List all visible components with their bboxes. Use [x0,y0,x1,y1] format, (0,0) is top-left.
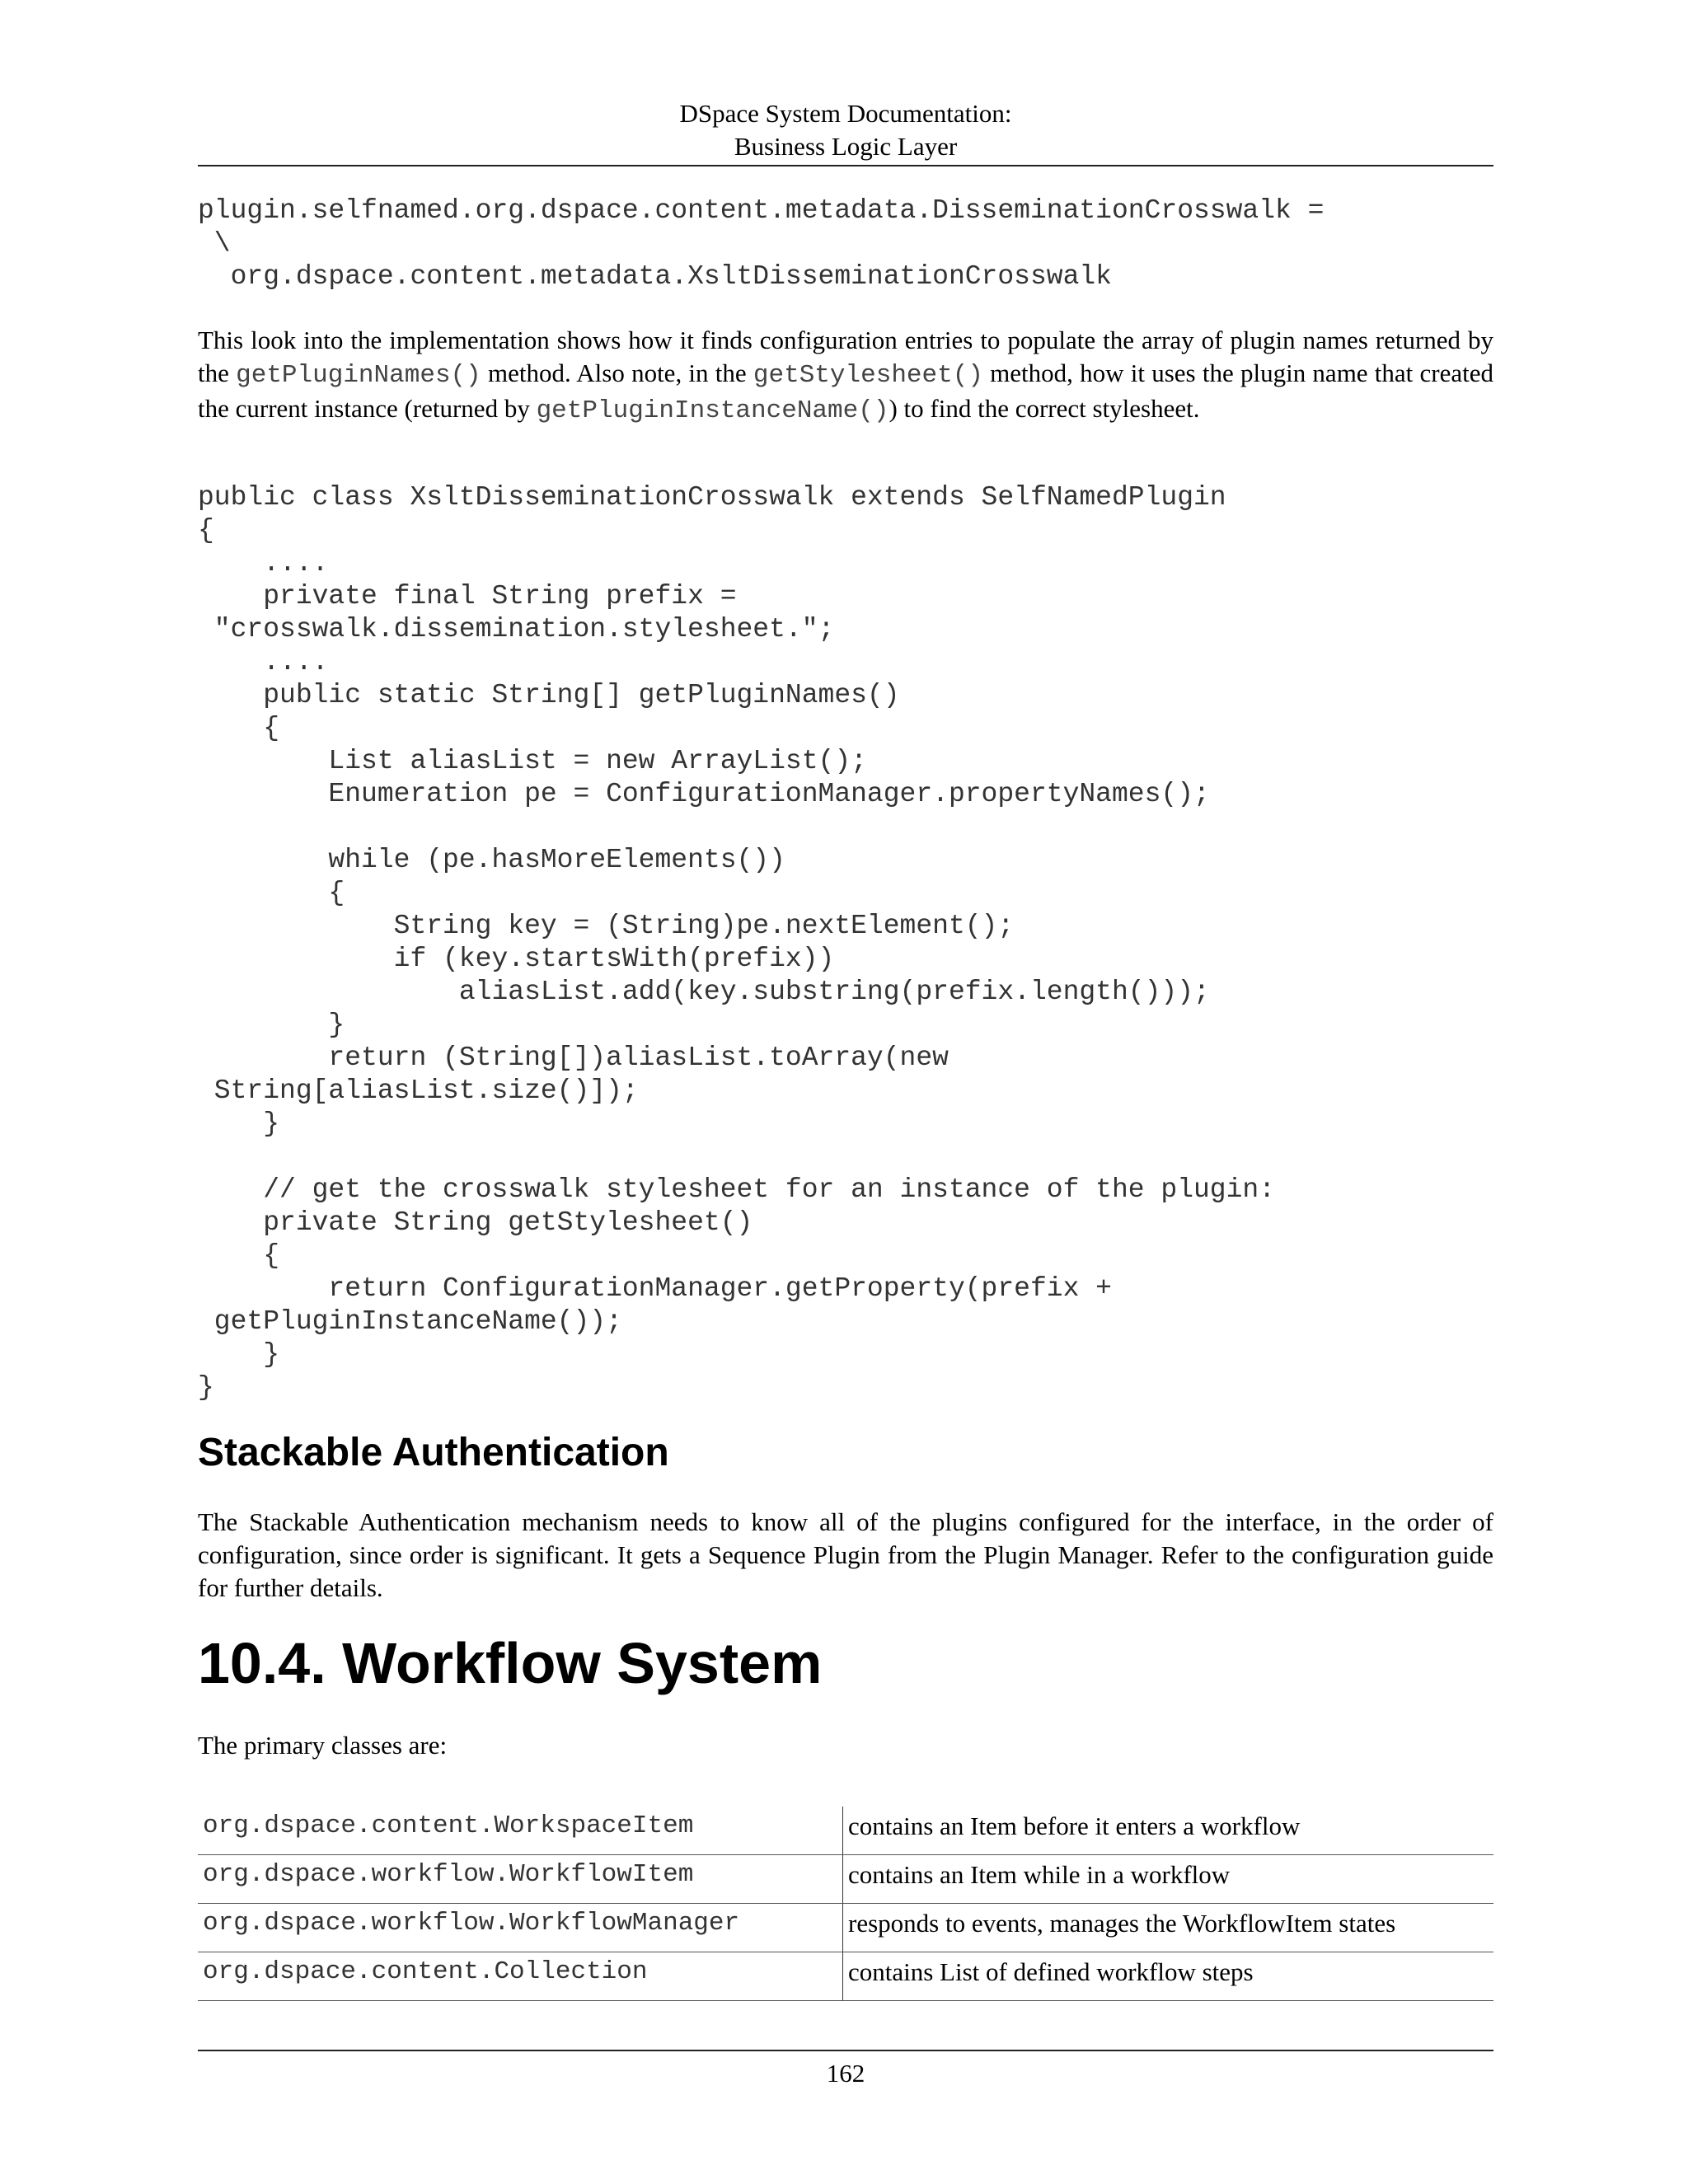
table-row [198,1952,1493,2001]
paragraph-text-4: ) to find the correct stylesheet. [889,394,1200,423]
table-cell-description: responds to events, manages the WorkflowItem states [843,1904,1494,1952]
paragraph-text-1: This look into the implementation shows how it finds configuration entries to populate the array of plugin names returned by the [198,326,1493,387]
header-rule [198,165,1493,166]
footer-rule [198,2050,1493,2051]
table-cell-class: org.dspace.content.WorkspaceItem [198,1807,843,1855]
table-cell-description: contains List of defined workflow steps [843,1952,1494,2001]
section-heading-workflow-system: 10.4. Workflow System [198,1631,823,1695]
stackable-authentication-paragraph: The Stackable Authentication mechanism needs to know all of the plugins configured for the interface, in the order of configuration, since order is significant. It gets a Sequence Plugin from the Plugin Manager. Refer to the configuration guide for further details. [198,1507,1493,1602]
table-cell-description: contains an Item before it enters a workflow [843,1807,1494,1855]
page-number: 162 [826,2059,865,2088]
paragraph-text-2: method. Also note, in the [481,359,753,387]
java-code-block: public class XsltDisseminationCrosswalk extends SelfNamedPlugin { .... private final String prefix = "crosswalk.dissemination.stylesheet."; .... public static String[] getPluginNames() { List aliasList = new ArrayList(); Enumeration pe = ConfigurationManager.propertyNames(); while (pe.hasMoreElements()) { String key = (String)pe.nextElement(); if (key.startsWith(prefix)) aliasList.add(key.substring(prefix.length())); } return (String[])aliasList.toArray(new String[aliasList.size()]); } // get the crosswalk stylesheet for an instance of the plugin: private String getStylesheet() { return ConfigurationManager.getProperty(prefix + getPluginInstanceName()); } } [198,482,1276,1403]
workflow-intro-paragraph: The primary classes are: [198,1731,448,1760]
table-cell-class: org.dspace.workflow.WorkflowManager [198,1904,843,1952]
inline-code-getStylesheet: getStylesheet() [753,361,983,390]
inline-code-getPluginNames: getPluginNames() [236,361,481,390]
table-cell-description: contains an Item while in a workflow [843,1855,1494,1904]
section-heading-stackable-authentication: Stackable Authentication [198,1431,669,1474]
table-row [198,1855,1493,1904]
table-cell-class: org.dspace.content.Collection [198,1952,843,2001]
primary-classes-table [198,1807,1493,2001]
header-title-line-2: Business Logic Layer [734,132,958,161]
table-cell-class: org.dspace.workflow.WorkflowItem [198,1855,843,1904]
table-row [198,1904,1493,1952]
inline-code-getPluginInstanceName: getPluginInstanceName() [536,396,889,425]
paragraph-text-3: method, how it uses the plugin name that created the current instance (returned by [198,359,1493,423]
implementation-paragraph [198,324,1493,428]
header-title-line-1: DSpace System Documentation: [679,99,1012,128]
table-row [198,1807,1493,1855]
running-header [198,97,1493,163]
config-code-block: plugin.selfnamed.org.dspace.content.metadata.DisseminationCrosswalk = \ org.dspace.content.metadata.XsltDisseminationCrosswalk [198,195,1325,292]
